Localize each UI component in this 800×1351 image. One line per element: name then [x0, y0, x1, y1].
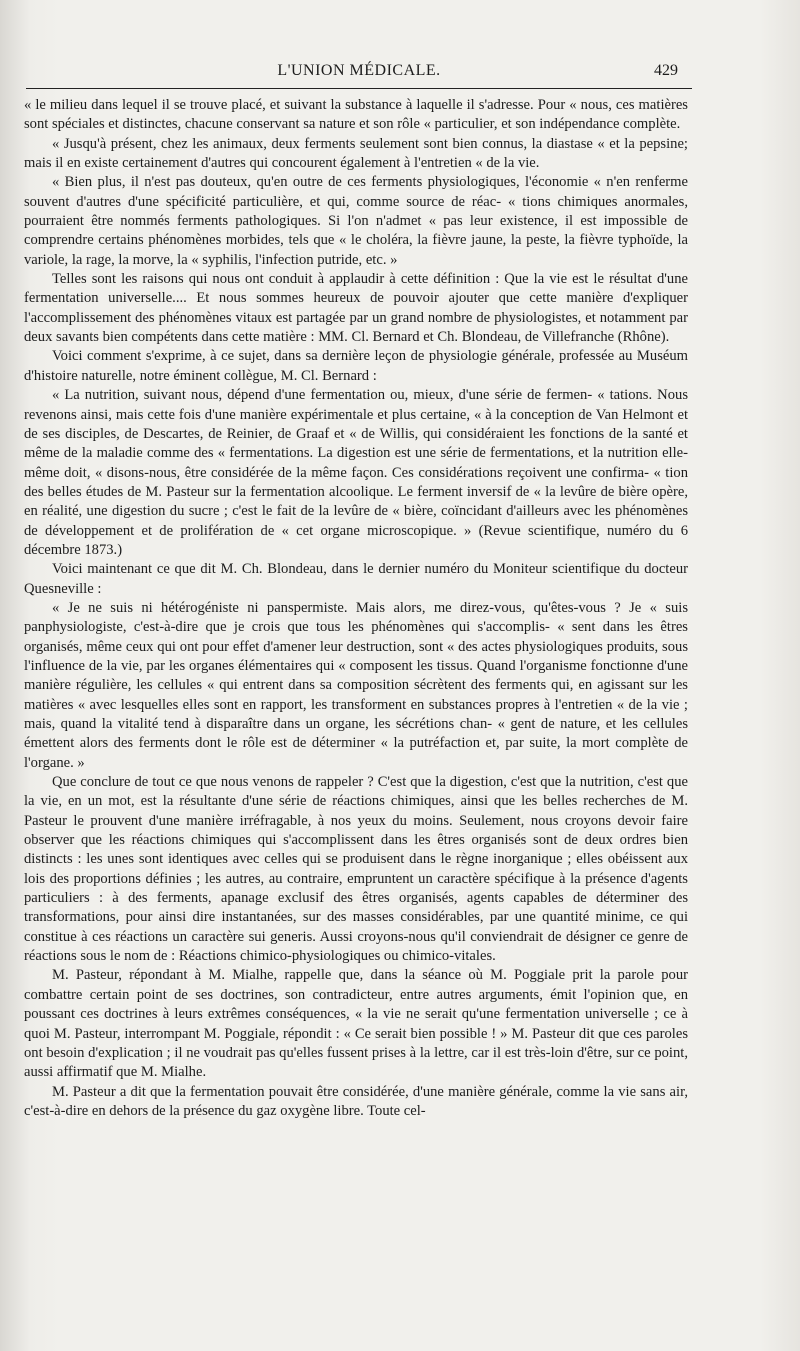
quote-paragraph: « La nutrition, suivant nous, dépend d'une fermentation ou, mieux, d'une série de fermen- « tations. Nous revenons ainsi, mais cette fois d'une manière expérimentale et plus certaine, « à la conception de Van Helmont et de ses disciples, de Descartes, de Reinier, de Graaf et « de Willis, qui considéraient les fonctions de la santé et même de la maladie comme des « fermentations. La digestion est une série de fermentations, et la nutrition elle-même doit, « disons-nous, être considérée de la même façon. Ces considérations reçoivent une confirma- « tion des belles études de M. Pasteur sur la fermentation alcoolique. Le ferment inversif de « la levûre de bière opère, en réalité, une digestion du sucre ; c'est le fait de la levûre de « bière, coïncidant d'ailleurs avec les phénomènes de développement et de prolifération de « cet organe microscopique. » (Revue scientifique, numéro du 6 décembre 1873.)	[24, 387, 688, 558]
header-rule	[26, 88, 692, 89]
body-paragraph: Telles sont les raisons qui nous ont conduit à applaudir à cette définition : Que la vie est le résultat d'une fermentation universelle.... Et nous sommes heureux de pouvoir ajouter que cette manière d'expliquer l'accomplissement des phénomènes vitaux est partagée par un grand nombre de physiologistes, et notamment par deux savants bien compétents dans cette matière : MM. Cl. Bernard et Ch. Blondeau, de Villefranche (Rhône).	[24, 271, 688, 346]
page-number: 429	[654, 62, 678, 79]
quote-paragraph: « Bien plus, il n'est pas douteux, qu'en outre de ces ferments physiologiques, l'économie « n'en renferme souvent d'autres d'une spécificité particulière, et qui, comme source de réac- « tions chimiques anormales, pourraient être nommés ferments pathologiques. Si l'on n'admet « pas leur existence, il est impossible de comprendre certains phénomènes morbides, tels que « le choléra, la fièvre jaune, la peste, la fièvre typhoïde, la variole, la rage, la morve, la « syphilis, l'infection putride, etc. »	[24, 174, 688, 268]
body-paragraph: Voici comment s'exprime, à ce sujet, dans sa dernière leçon de physiologie générale, professée au Muséum d'histoire naturelle, notre éminent collègue, M. Cl. Bernard :	[24, 348, 688, 384]
quote-paragraph: « Je ne suis ni hétérogéniste ni panspermiste. Mais alors, me direz-vous, qu'êtes-vous ? Je « suis panphysiologiste, c'est-à-dire que je crois que tous les phénomènes qui s'accomplis- « sent dans les êtres organisés, même ceux qui ont pour effet d'amener leur destruction, sont « des actes physiologiques produits, sous l'influence de la vie, par les organes élémentaires qui « composent les tissus. Quand l'organisme fonctionne d'une manière régulière, les cellules « qui entrent dans sa composition sécrètent des ferments qui, en agissant sur les matières « avec lesquelles elles sont en rapport, les transforment en substances propres à l'entretien « de la vie ; mais, quand la vitalité tend à disparaître dans un organe, les sécrétions chan- « gent de nature, et les cellules émettent alors des ferments dont le rôle est de déterminer « la putréfaction et, par suite, la mort complète de l'organe. »	[24, 599, 688, 771]
body-paragraph: Que conclure de tout ce que nous venons de rappeler ? C'est que la digestion, c'est que la nutrition, c'est que la vie, en un mot, est la résultante d'une série de réactions chimiques, ainsi que les belles recherches de M. Pasteur le prouvent d'une manière irréfragable, à nos yeux du moins. Seulement, nous croyons devoir faire observer que les réactions chimiques qui s'accomplissent dans les êtres organisés sont de deux ordres bien distincts : les unes sont identiques avec celles qui se produisent dans le règne inorganique ; elles obéissent aux lois des proportions définies ; les autres, au contraire, empruntent un caractère spécifique à la présence d'agents particuliers : à des ferments, apanage exclusif des êtres organisés, agents capables de déterminer des transformations, pour ainsi dire instantanées, sur des masses considérables, par une quantité minime, ce qui constitue à ces réactions un caractère sui generis. Aussi croyons-nous qu'il conviendrait de désigner ce genre de réactions sous le nom de : Réactions chimico-physiologiques ou chimico-vitales.	[24, 774, 688, 965]
body-paragraph: M. Pasteur, répondant à M. Mialhe, rappelle que, dans la séance où M. Poggiale prit la parole pour combattre certain point de ses doctrines, son contradicteur, entre autres arguments, émit l'opinion que, en poussant ces doctrines à leurs extrêmes conséquences, « la vie ne serait qu'une fermentation universelle ; ce à quoi M. Pasteur, interrompant M. Poggiale, répondit : « Ce serait bien possible ! » M. Pasteur dit que ces paroles ont besoin d'explication ; il ne voudrait pas qu'elles fussent prises à la lettre, car il est très-loin d'être, sur ce point, aussi affirmatif que M. Mialhe.	[24, 967, 688, 1081]
quote-paragraph: « le milieu dans lequel il se trouve placé, et suivant la substance à laquelle il s'adresse. Pour « nous, ces matières sont spéciales et distinctes, chacune conservant sa nature et son rôle « particulier, et son indépendance complète.	[24, 97, 688, 133]
quote-paragraph: « Jusqu'à présent, chez les animaux, deux ferments seulement sont bien connus, la diastase « et la pepsine; mais il en existe certainement d'autres qui concourent également à l'entretien « de la vie.	[24, 135, 688, 172]
article-body	[24, 96, 688, 1121]
body-paragraph: M. Pasteur a dit que la fermentation pouvait être considérée, d'une manière générale, comme la vie sans air, c'est-à-dire en dehors de la présence du gaz oxygène libre. Toute cel-	[24, 1083, 688, 1119]
running-title: L'UNION MÉDICALE.	[277, 62, 441, 79]
body-paragraph: Voici maintenant ce que dit M. Ch. Blondeau, dans le dernier numéro du Moniteur scientifique du docteur Quesneville :	[24, 561, 688, 597]
page-header	[26, 60, 692, 84]
